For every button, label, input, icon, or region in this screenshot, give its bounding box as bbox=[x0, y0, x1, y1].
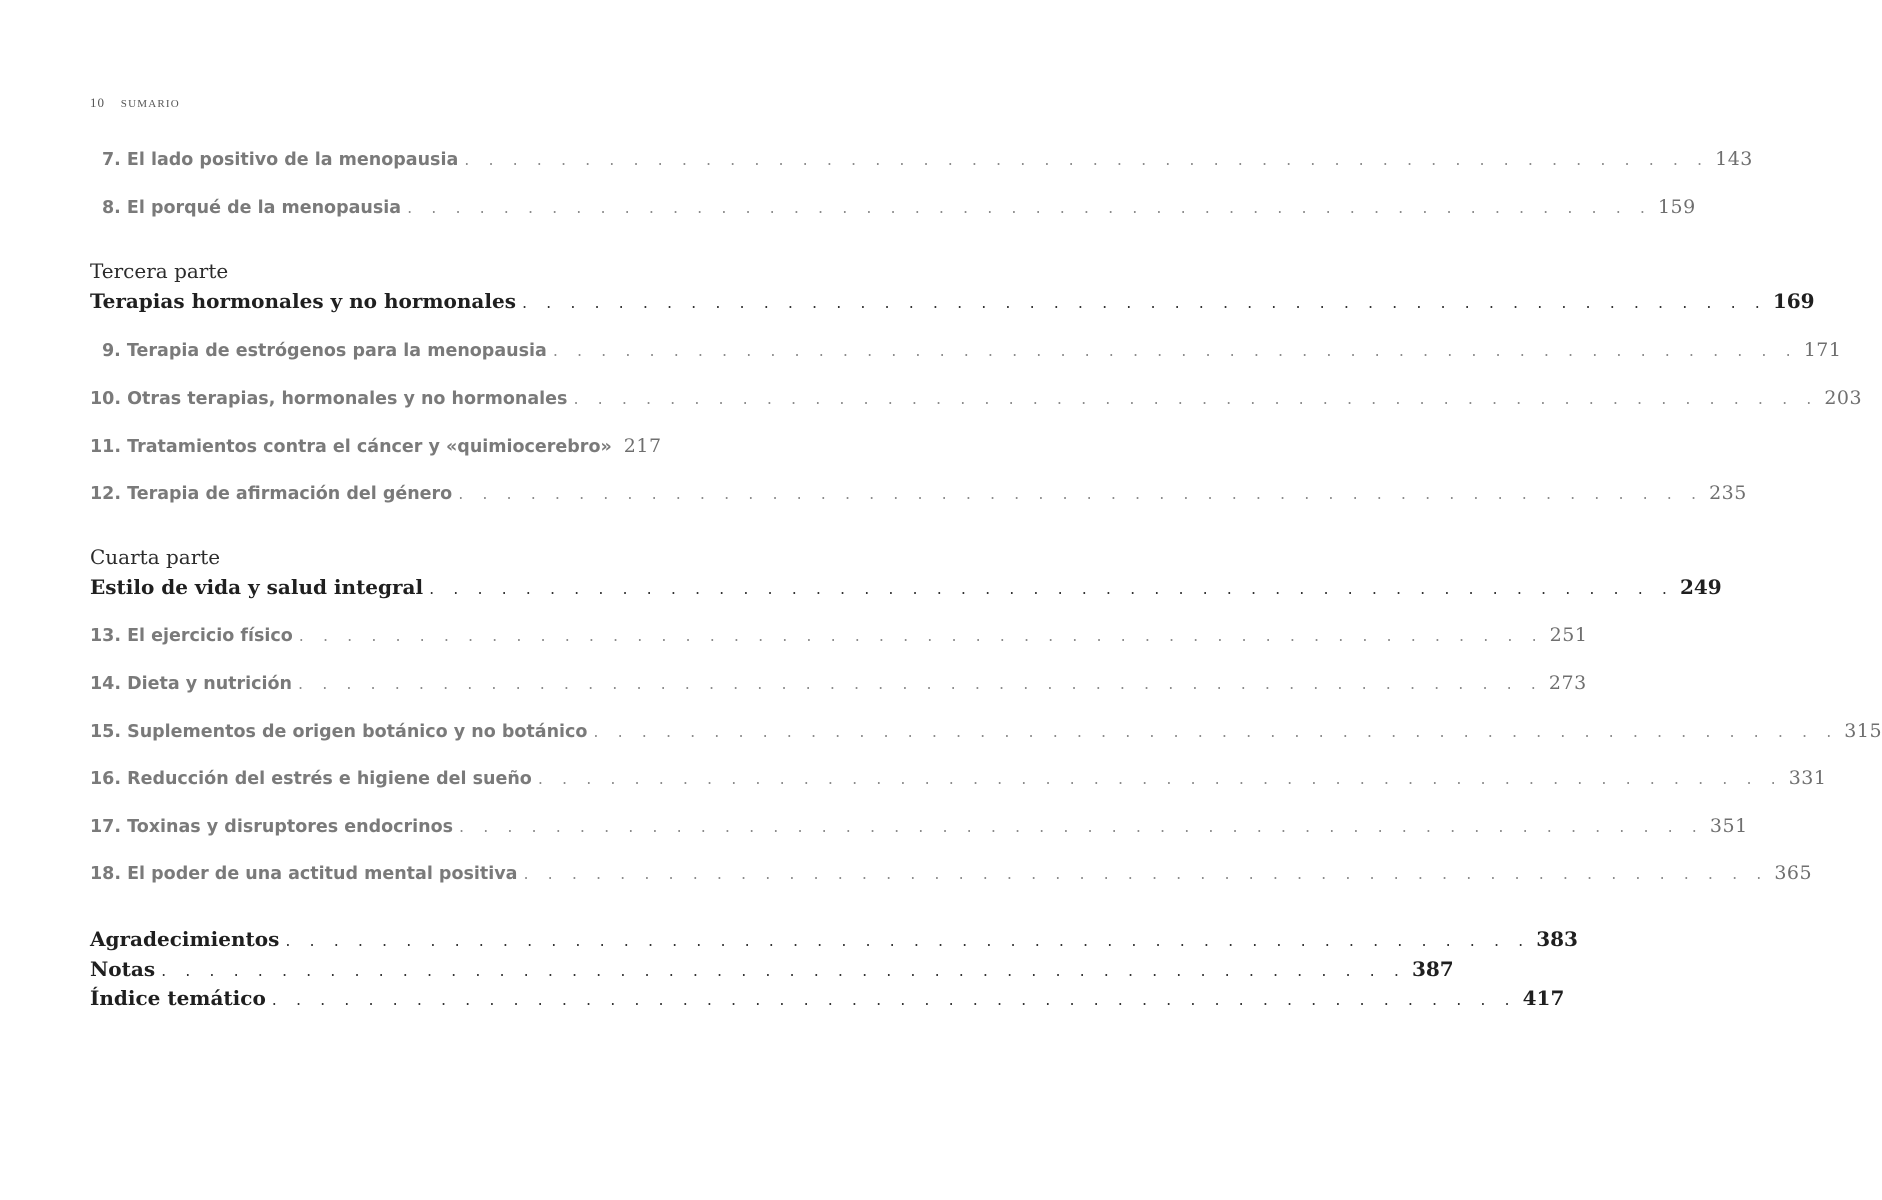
toc-entry-page: 417 bbox=[1522, 986, 1565, 1010]
toc-part-4[interactable] bbox=[90, 575, 1722, 599]
dot-leader: . . . . . . . . . . . . . . . . . . . . . . . . . . . . . . . . . . . . . . . . . . . . . . . . . . . . bbox=[593, 722, 1839, 741]
dot-leader: . . . . . . . . . . . . . . . . . . . . . . . . . . . . . . . . . . . . . . . . . . . . . . . . . . . . bbox=[523, 864, 1769, 883]
toc-entry-ch15[interactable] bbox=[90, 720, 1882, 742]
toc-entry-title: 9. Terapia de estrógenos para la menopausia bbox=[102, 341, 547, 361]
toc-entry-title: 7. El lado positivo de la menopausia bbox=[102, 150, 459, 170]
running-head bbox=[90, 95, 180, 111]
toc-entry-title: 10. Otras terapias, hormonales y no hormonales bbox=[90, 389, 568, 409]
toc-entry-page: 251 bbox=[1549, 624, 1588, 646]
toc-entry-title: 15. Suplementos de origen botánico y no botánico bbox=[90, 722, 588, 742]
section-title: SUMARIO bbox=[120, 98, 180, 110]
toc-entry-ch9[interactable] bbox=[102, 339, 1842, 361]
toc-entry-page: 351 bbox=[1709, 815, 1748, 837]
toc-entry-title: 13. El ejercicio físico bbox=[90, 626, 293, 646]
dot-leader: . . . . . . . . . . . . . . . . . . . . . . . . . . . . . . . . . . . . . . . . . . . . . . . . . . . . bbox=[298, 626, 1544, 645]
toc-entry-page: 159 bbox=[1657, 196, 1696, 218]
toc-entry-ch10[interactable] bbox=[90, 387, 1863, 409]
toc-entry-notes[interactable] bbox=[90, 957, 1454, 981]
toc-entry-ch11[interactable] bbox=[90, 435, 662, 457]
toc-entry-page: 203 bbox=[1824, 387, 1863, 409]
dot-leader: . . . . . . . . . . . . . . . . . . . . . . . . . . . . . . . . . . . . . . . . . . . . . . . . . . . . bbox=[573, 389, 1819, 408]
part-label-3: Tercera parte bbox=[90, 259, 229, 283]
toc-entry-ch17[interactable] bbox=[90, 815, 1748, 837]
part-label-4: Cuarta parte bbox=[90, 545, 221, 569]
toc-entry-title: 18. El poder de una actitud mental positiva bbox=[90, 864, 518, 884]
toc-entry-page: 171 bbox=[1803, 339, 1842, 361]
dot-leader: . . . . . . . . . . . . . . . . . . . . . . . . . . . . . . . . . . . . . . . . . . . . . . . . . . . . bbox=[552, 341, 1798, 360]
toc-part-3[interactable] bbox=[90, 289, 1815, 313]
dot-leader: . . . . . . . . . . . . . . . . . . . . . . . . . . . . . . . . . . . . . . . . . . . . . . . . . . . . bbox=[458, 484, 1704, 503]
toc-part-title: Estilo de vida y salud integral bbox=[90, 575, 424, 599]
dot-leader: . . . . . . . . . . . . . . . . . . . . . . . . . . . . . . . . . . . . . . . . . . . . . . . . . . . . bbox=[285, 931, 1531, 950]
toc-entry-page: 235 bbox=[1709, 482, 1747, 504]
toc-part-page: 169 bbox=[1772, 289, 1815, 313]
toc-entry-page: 365 bbox=[1774, 862, 1813, 884]
toc-entry-ch14[interactable] bbox=[90, 672, 1587, 694]
toc-part-page: 249 bbox=[1679, 575, 1722, 599]
dot-leader: . . . . . . . . . . . . . . . . . . . . . . . . . . . . . . . . . . . . . . . . . . . . . . . . . . . . bbox=[537, 769, 1783, 788]
toc-entry-title: 14. Dieta y nutrición bbox=[90, 674, 293, 694]
dot-leader: . . . . . . . . . . . . . . . . . . . . . . . . . . . . . . . . . . . . . . . . . . . . . . . . . . . . bbox=[429, 579, 1674, 598]
toc-entry-ch12[interactable] bbox=[90, 482, 1747, 504]
toc-entry-ch18[interactable] bbox=[90, 862, 1813, 884]
toc-entry-page: 143 bbox=[1715, 148, 1753, 170]
dot-leader: . . . . . . . . . . . . . . . . . . . . . . . . . . . . . . . . . . . . . . . . . . . . . . . . . . . . bbox=[161, 961, 1406, 980]
toc-entry-page: 217 bbox=[623, 435, 662, 457]
toc-entry-ch13[interactable] bbox=[90, 624, 1588, 646]
dot-leader: . . . . . . . . . . . . . . . . . . . . . . . . . . . . . . . . . . . . . . . . . . . . . . . . . . . . bbox=[521, 293, 1767, 312]
toc-entry-page: 387 bbox=[1411, 957, 1454, 981]
toc-entry-ch8[interactable] bbox=[102, 196, 1696, 218]
dot-leader: . . . . . . . . . . . . . . . . . . . . . . . . . . . . . . . . . . . . . . . . . . . . . . . . . . . . bbox=[271, 990, 1517, 1009]
page-number: 10 bbox=[90, 95, 105, 110]
toc-entry-title: 17. Toxinas y disruptores endocrinos bbox=[90, 817, 454, 837]
toc-entry-index[interactable] bbox=[90, 986, 1565, 1010]
toc-entry-title: 8. El porqué de la menopausia bbox=[102, 198, 402, 218]
toc-entry-title: 16. Reducción del estrés e higiene del sueño bbox=[90, 769, 532, 789]
dot-leader: . . . . . . . . . . . . . . . . . . . . . . . . . . . . . . . . . . . . . . . . . . . . . . . . . . . . bbox=[298, 674, 1543, 693]
toc-entry-title: Notas bbox=[90, 957, 156, 981]
toc-entry-page: 383 bbox=[1536, 927, 1578, 951]
toc-entry-page: 273 bbox=[1548, 672, 1587, 694]
dot-leader: . . . . . . . . . . . . . . . . . . . . . . . . . . . . . . . . . . . . . . . . . . . . . . . . . . . . bbox=[464, 150, 1710, 169]
toc-entry-ch16[interactable] bbox=[90, 767, 1827, 789]
toc-entry-title: 12. Terapia de afirmación del género bbox=[90, 484, 453, 504]
toc-entry-page: 315 bbox=[1844, 720, 1882, 742]
toc-entry-title: Índice temático bbox=[90, 986, 266, 1010]
toc-entry-title: Agradecimientos bbox=[90, 927, 280, 951]
dot-leader: . . . . . . . . . . . . . . . . . . . . . . . . . . . . . . . . . . . . . . . . . . . . . . . . . . . . bbox=[459, 817, 1704, 836]
toc-entry-ch7[interactable] bbox=[102, 148, 1753, 170]
toc-entry-title: 11. Tratamientos contra el cáncer y «quimiocerebro» bbox=[90, 437, 612, 457]
toc-entry-page: 331 bbox=[1788, 767, 1827, 789]
dot-leader: . . . . . . . . . . . . . . . . . . . . . . . . . . . . . . . . . . . . . . . . . . . . . . . . . . . . bbox=[407, 198, 1652, 217]
toc-entry-acknowledgements[interactable] bbox=[90, 927, 1578, 951]
toc-part-title: Terapias hormonales y no hormonales bbox=[90, 289, 516, 313]
